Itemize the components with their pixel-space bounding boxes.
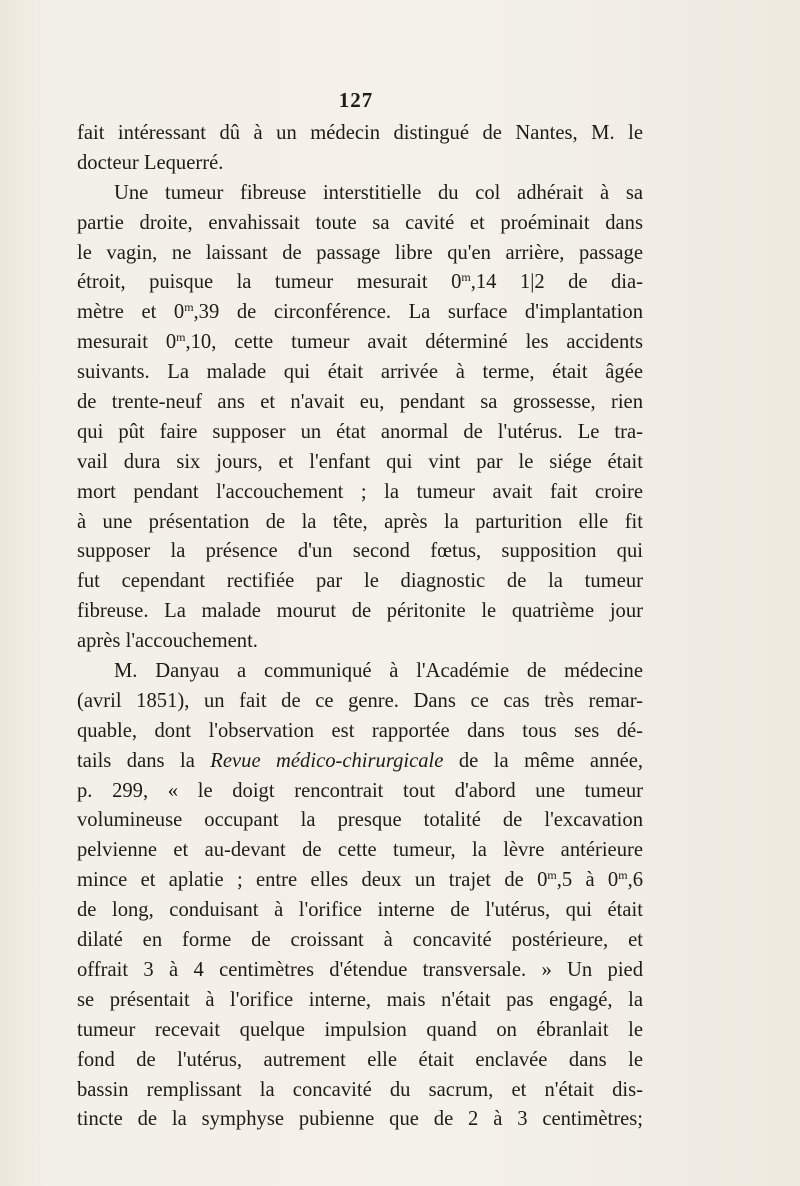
text-line: pelvienne et au-devant de cette tumeur, la lèvre antérieure xyxy=(77,839,643,862)
text-line: fibreuse. La malade mourut de péritonite le quatrième jour xyxy=(77,600,643,623)
text-line: Une tumeur fibreuse interstitielle du col adhérait à sa xyxy=(114,181,643,204)
text-line: partie droite, envahissait toute sa cavité et proéminait dans xyxy=(77,211,643,234)
text-line: tincte de la symphyse pubienne que de 2 à 3 centimètres; xyxy=(77,1108,643,1131)
text-line: suivants. La malade qui était arrivée à terme, était âgée xyxy=(77,361,643,384)
text-line: mesurait 0$^m$,10, cette tumeur avait déterminé les accidents xyxy=(77,330,643,354)
text-line: fut cependant rectifiée par le diagnostic de la tumeur xyxy=(77,570,643,593)
text-line: dilaté en forme de croissant à concavité postérieure, et xyxy=(77,929,643,952)
text-line: se présentait à l'orifice interne, mais n'était pas engagé, la xyxy=(77,988,643,1011)
text-line: offrait 3 à 4 centimètres d'étendue transversale. » Un pied xyxy=(77,958,643,981)
text-line: fait intéressant dû à un médecin distingué de Nantes, M. le xyxy=(77,122,643,144)
text-line: tails dans la Revue médico-chirurgicale de la même année, xyxy=(77,749,644,772)
text-line: mort pendant l'accouchement ; la tumeur avait fait croire xyxy=(77,480,643,503)
text-line: bassin remplissant la concavité du sacrum, et n'était dis- xyxy=(77,1078,643,1101)
text-line: (avril 1851), un fait de ce genre. Dans ce cas très remar- xyxy=(77,689,643,712)
page-number: 127 xyxy=(338,88,374,112)
text-line: de long, conduisant à l'orifice interne de l'utérus, qui était xyxy=(77,899,643,922)
text-line: qui pût faire supposer un état anormal de l'utérus. Le tra- xyxy=(77,420,643,443)
text-line: de trente-neuf ans et n'avait eu, pendant sa grossesse, rien xyxy=(77,391,643,414)
text-line: vail dura six jours, et l'enfant qui vint par le siége était xyxy=(77,450,643,473)
body-text xyxy=(77,119,643,1135)
text-line: quable, dont l'observation est rapportée dans tous ses dé- xyxy=(77,719,643,742)
text-line: volumineuse occupant la presque totalité de l'excavation xyxy=(77,809,643,832)
text-line: M. Danyau a communiqué à l'Académie de médecine xyxy=(114,660,643,683)
journal-title: Revue médico-chirurgicale xyxy=(210,749,444,772)
text-line: après l'accouchement. xyxy=(77,630,258,653)
text-line: mètre et 0$^m$,39 de circonférence. La surface d'implantation xyxy=(77,300,643,324)
text-line: étroit, puisque la tumeur mesurait 0$^m$,14 1|2 de dia- xyxy=(77,270,644,294)
text-line: à une présentation de la tête, après la parturition elle fit xyxy=(77,510,643,533)
text-line: le vagin, ne laissant de passage libre qu'en arrière, passage xyxy=(77,241,643,264)
text-line: fond de l'utérus, autrement elle était enclavée dans le xyxy=(77,1048,643,1071)
text-line: mince et aplatie ; entre elles deux un trajet de 0$^m$,5 à 0$^m$,6 xyxy=(77,868,644,892)
text-line: supposer la présence d'un second fœtus, supposition qui xyxy=(77,540,643,563)
text-line: p. 299, « le doigt rencontrait tout d'abord une tumeur xyxy=(77,779,643,802)
text-line: docteur Lequerré. xyxy=(77,151,224,174)
text-line: tumeur recevait quelque impulsion quand on ébranlait le xyxy=(77,1018,643,1041)
